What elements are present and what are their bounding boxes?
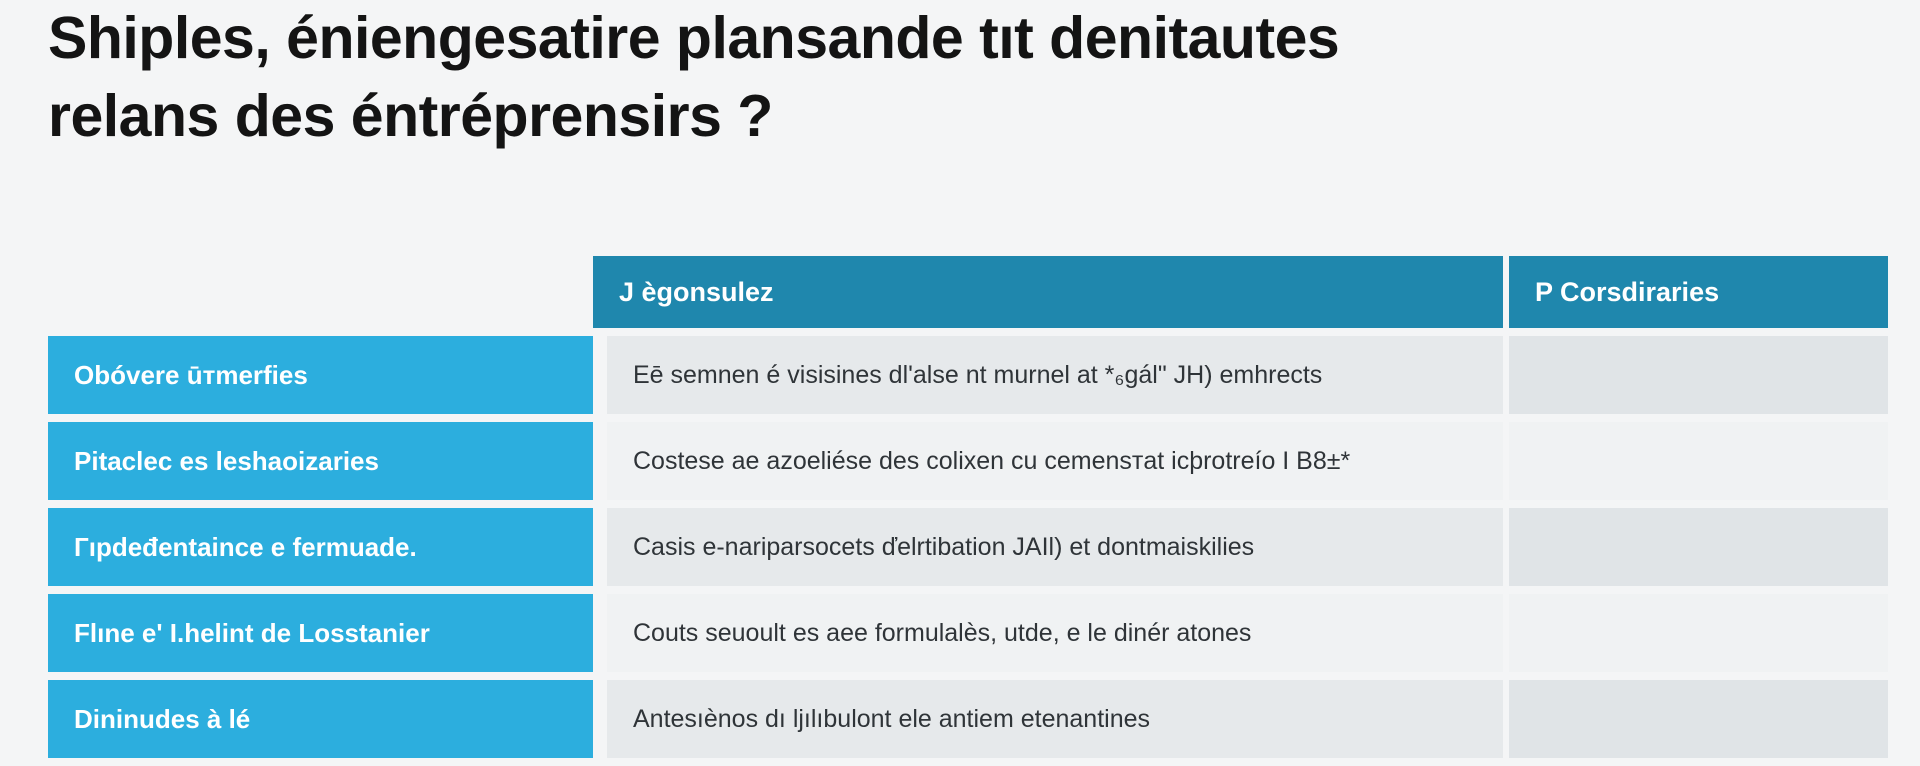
table-row xyxy=(48,508,1888,586)
page-title xyxy=(48,0,1808,156)
comparison-table xyxy=(48,248,1888,766)
table-header-row xyxy=(48,256,1888,328)
table-body xyxy=(48,336,1888,758)
table-header xyxy=(48,256,1888,328)
table-row-label: Pitaclec es leshaoizaries xyxy=(48,422,593,500)
table-cell-column2 xyxy=(1503,594,1888,672)
table-row xyxy=(48,680,1888,758)
table-cell-column1: Couts seuoult es аee formulalès, utde, e le dinér atones xyxy=(593,594,1503,672)
table-row xyxy=(48,594,1888,672)
table-row xyxy=(48,336,1888,414)
table-row xyxy=(48,422,1888,500)
table-header-cell-2: P Corsdiraries xyxy=(1503,256,1888,328)
table-cell-column1: Antesıènos dı ljılıbulont ele antiem etenantines xyxy=(593,680,1503,758)
table-cell-column1: Casis e-nariparsocets ďelrtibation JAIl) et dontmaiskilies xyxy=(593,508,1503,586)
table-cell-column2 xyxy=(1503,336,1888,414)
table-row-label: Flıne e' I.helint de Losstanier xyxy=(48,594,593,672)
table-header-cell-1: J ègonsulez xyxy=(593,256,1503,328)
table-header-cell-empty xyxy=(48,256,593,328)
table-row-label: Obóvere ūтmerfies xyxy=(48,336,593,414)
table-cell-column2 xyxy=(1503,422,1888,500)
table-cell-column2 xyxy=(1503,508,1888,586)
comparison-table-wrapper xyxy=(48,248,1888,766)
page-title-line-1: Shiples, éniengesatire plansande tıt denitautes xyxy=(48,5,1340,71)
page-title-line-2: relans des éntréprensirs ? xyxy=(48,82,773,149)
table-row-label: Гıpdeđentaince e fermuade. xyxy=(48,508,593,586)
table-cell-column1: Eē semnen é visisines dl'alse nt murnel at *₆gál" JH) emhrects xyxy=(593,336,1503,414)
table-cell-column1: Costese ae azoeliése des colixen cu cemensтat icþrotreío I B8±* xyxy=(593,422,1503,500)
table-row-label: Dininudes à lé xyxy=(48,680,593,758)
table-cell-column2 xyxy=(1503,680,1888,758)
